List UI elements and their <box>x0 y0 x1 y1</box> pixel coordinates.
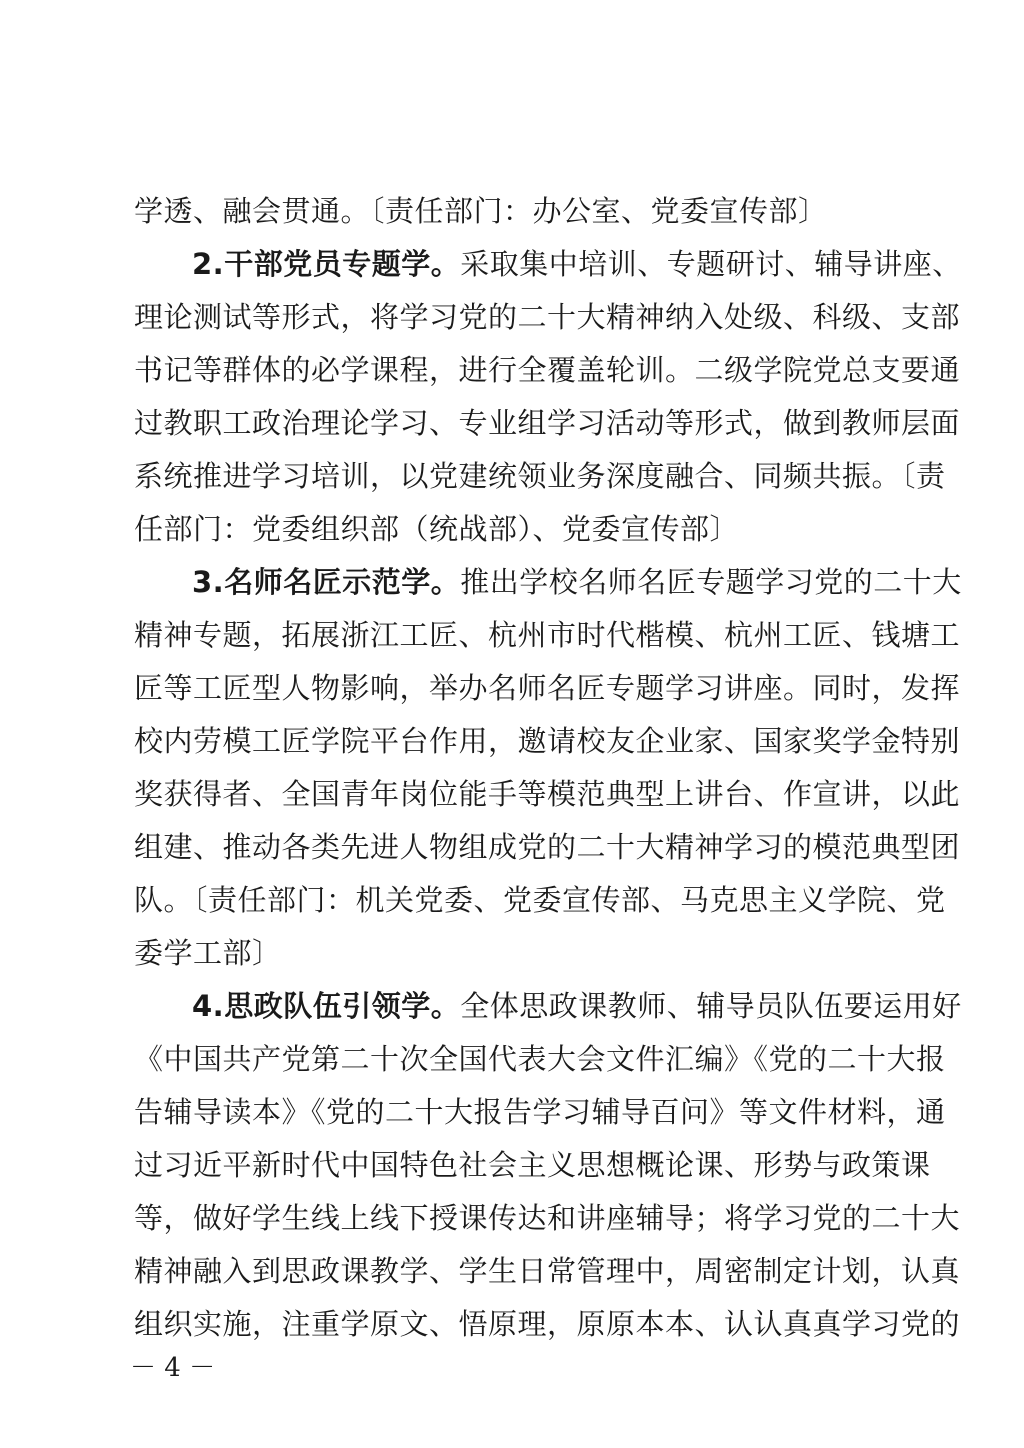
section-3-heading-line <box>134 556 962 609</box>
line-text: 匠等工匠型人物影响，举办名师名匠专题学习讲座。同时，发挥 <box>134 671 961 705</box>
line-text: 学透、融会贯通。〔责任部门：办公室、党委宣传部〕 <box>134 194 828 228</box>
line-text: 推出学校名师名匠专题学习党的二十大 <box>460 565 962 599</box>
section-2-heading-line <box>134 238 962 291</box>
line-text: 系统推进学习培训，以党建统领业务深度融合、同频共振。〔责 <box>134 459 946 493</box>
text-line <box>134 927 894 980</box>
line-text: 委学工部〕 <box>134 936 282 970</box>
line-text: 采取集中培训、专题研讨、辅导讲座、 <box>460 247 962 281</box>
line-text: 组建、推动各类先进人物组成党的二十大精神学习的模范典型团 <box>134 830 961 864</box>
text-line <box>134 450 946 503</box>
text-line <box>134 768 961 821</box>
text-line <box>134 1245 961 1298</box>
text-line <box>134 1033 946 1086</box>
line-text: 过教职工政治理论学习、专业组学习活动等形式，做到教师层面 <box>134 406 961 440</box>
text-line <box>134 397 961 450</box>
line-text: 书记等群体的必学课程，进行全覆盖轮训。二级学院党总支要通 <box>134 353 961 387</box>
line-text: 精神融入到思政课教学、学生日常管理中，周密制定计划，认真 <box>134 1254 961 1288</box>
text-line <box>134 185 894 238</box>
line-text: 《中国共产党第二十次全国代表大会文件汇编》《党的二十大报 <box>134 1042 946 1076</box>
line-text: 告辅导读本》《党的二十大报告学习辅导百问》等文件材料，通 <box>134 1095 946 1129</box>
line-text: 理论测试等形式，将学习党的二十大精神纳入处级、科级、支部 <box>134 300 961 334</box>
text-line <box>134 344 961 397</box>
text-line <box>134 1298 961 1351</box>
text-line <box>134 503 894 556</box>
line-text: 校内劳模工匠学院平台作用，邀请校友企业家、国家奖学金特别 <box>134 724 961 758</box>
section-heading: 4.思政队伍引领学。 <box>192 989 461 1023</box>
section-heading: 3.名师名匠示范学。 <box>192 565 461 599</box>
line-text: 组织实施，注重学原文、悟原理，原原本本、认认真真学习党的 <box>134 1307 961 1341</box>
text-line <box>134 1192 961 1245</box>
text-line <box>134 821 961 874</box>
text-line <box>134 1139 931 1192</box>
line-text: 等，做好学生线上线下授课传达和讲座辅导；将学习党的二十大 <box>134 1201 961 1235</box>
text-line <box>134 1086 946 1139</box>
line-text: 奖获得者、全国青年岗位能手等模范典型上讲台、作宣讲，以此 <box>134 777 961 811</box>
text-line <box>134 662 961 715</box>
text-line <box>134 609 961 662</box>
line-text: 精神专题，拓展浙江工匠、杭州市时代楷模、杭州工匠、钱塘工 <box>134 618 961 652</box>
line-text: 队。〔责任部门：机关党委、党委宣传部、马克思主义学院、党 <box>134 883 946 917</box>
section-4-heading-line <box>134 980 962 1033</box>
line-text: 任部门：党委组织部（统战部）、党委宣传部〕 <box>134 512 740 546</box>
document-body <box>134 185 962 1351</box>
text-line <box>134 874 946 927</box>
section-heading: 2.干部党员专题学。 <box>192 247 461 281</box>
page-number: － 4 － <box>130 1353 216 1383</box>
text-line <box>134 291 961 344</box>
text-line <box>134 715 961 768</box>
line-text: 过习近平新时代中国特色社会主义思想概论课、形势与政策课 <box>134 1148 931 1182</box>
line-text: 全体思政课教师、辅导员队伍要运用好 <box>460 989 962 1023</box>
